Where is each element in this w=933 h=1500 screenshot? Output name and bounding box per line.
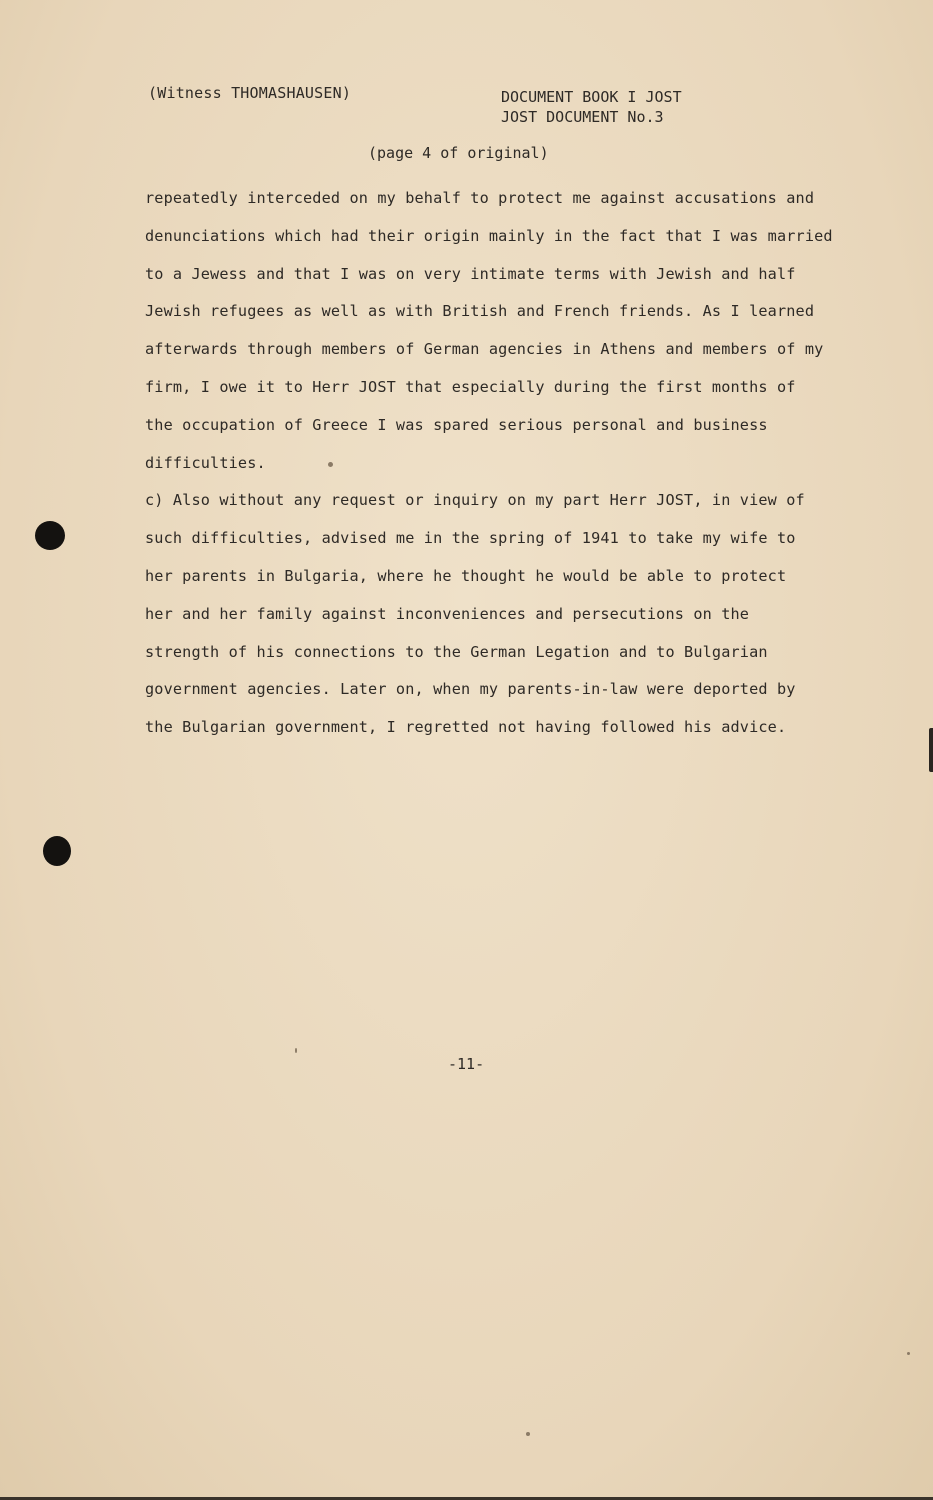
body-line: afterwards through members of German agencies in Athens and members of my [145, 340, 824, 359]
body-line: to a Jewess and that I was on very intimate terms with Jewish and half [145, 264, 796, 283]
punch-hole-top [35, 521, 65, 550]
body-line: her and her family against inconveniences and persecutions on the [145, 604, 750, 623]
edge-clip-mark [929, 728, 933, 772]
document-book-label: DOCUMENT BOOK I JOST [501, 88, 682, 106]
paper-fleck [526, 1432, 530, 1436]
paper-fleck [295, 1048, 297, 1053]
body-line: the occupation of Greece I was spared serious personal and business [145, 415, 768, 434]
punch-hole-bottom [43, 836, 71, 866]
body-line: her parents in Bulgaria, where he thought he would be able to protect [145, 566, 787, 585]
page-number: -11- [448, 1055, 485, 1073]
body-line: the Bulgarian government, I regretted not having followed his advice. [145, 718, 787, 737]
body-line: strength of his connections to the German Legation and to Bulgarian [145, 642, 768, 661]
original-page-reference: (page 4 of original) [368, 144, 549, 162]
document-number-label: JOST DOCUMENT No.3 [501, 108, 664, 126]
body-line: such difficulties, advised me in the spring of 1941 to take my wife to [145, 529, 796, 548]
testimony-body [145, 180, 875, 747]
body-line: Jewish refugees as well as with British and French friends. As I learned [145, 302, 815, 321]
body-line: c) Also without any request or inquiry on my part Herr JOST, in view of [145, 491, 805, 510]
body-line: denunciations which had their origin mainly in the fact that I was married [145, 226, 833, 245]
body-line: repeatedly interceded on my behalf to protect me against accusations and [145, 189, 815, 207]
body-line: government agencies. Later on, when my parents-in-law were deported by [145, 680, 796, 699]
body-line: firm, I owe it to Herr JOST that especially during the first months of [145, 377, 796, 396]
document-reference [501, 87, 682, 127]
paper-fleck [907, 1352, 910, 1355]
body-line: difficulties. [145, 453, 266, 472]
witness-label: (Witness THOMASHAUSEN) [148, 84, 352, 102]
